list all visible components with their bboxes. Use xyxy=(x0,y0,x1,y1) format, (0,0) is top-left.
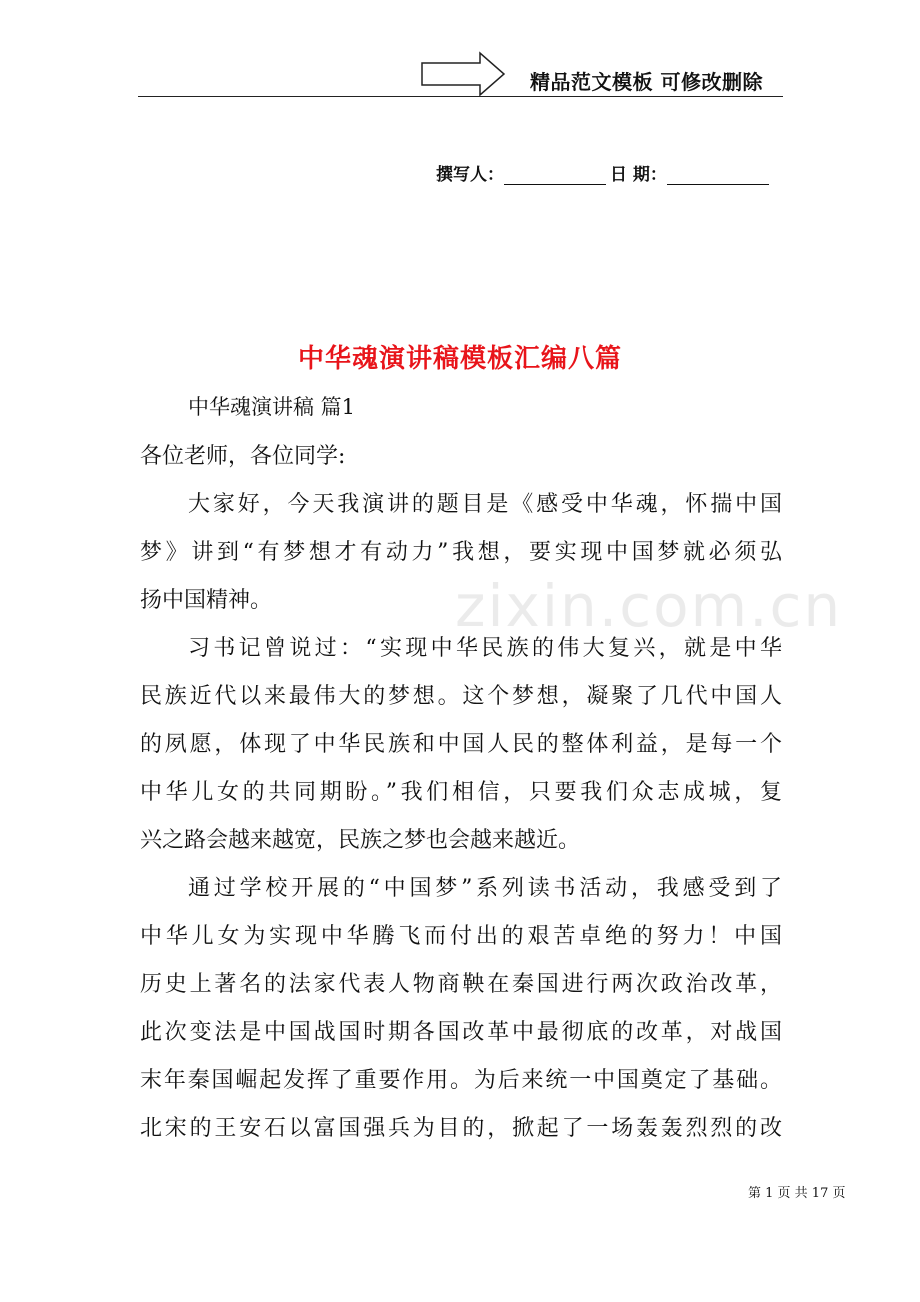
paragraph-3-line-3: 历史上著名的法家代表人物商鞅在秦国进行两次政治改革， xyxy=(140,972,782,997)
header-divider xyxy=(138,96,783,97)
paragraph-2-line-3: 的夙愿，体现了中华民族和中国人民的整体利益，是每一个 xyxy=(140,732,782,757)
author-blank xyxy=(504,165,606,185)
document-title: 中华魂演讲稿模板汇编八篇 xyxy=(297,344,622,374)
paragraph-3-line-6: 北宋的王安石以富国强兵为目的，掀起了一场轰轰烈烈的改 xyxy=(140,1116,782,1141)
arrow-right-icon xyxy=(420,51,506,97)
paragraph-2-line-1: 习书记曾说过：“实现中华民族的伟大复兴，就是中华 xyxy=(188,636,782,661)
paragraph-3-line-1: 通过学校开展的“中国梦”系列读书活动，我感受到了 xyxy=(188,876,782,901)
paragraph-3-line-4: 此次变法是中国战国时期各国改革中最彻底的改革，对战国 xyxy=(140,1020,782,1045)
watermark: zixin.com.cn xyxy=(455,572,843,640)
greeting: 各位老师，各位同学: xyxy=(140,444,346,469)
paragraph-3-line-5: 末年秦国崛起发挥了重要作用。为后来统一中国奠定了基础。 xyxy=(140,1068,782,1093)
date-blank xyxy=(667,165,769,185)
author-label: 撰写人： xyxy=(436,165,504,185)
paragraph-3-line-2: 中华儿女为实现中华腾飞而付出的艰苦卓绝的努力！中国 xyxy=(140,924,782,949)
author-date-row xyxy=(436,160,769,185)
paragraph-2-line-5: 兴之路会越来越宽，民族之梦也会越来越近。 xyxy=(140,828,581,853)
page-footer: 第 1 页 共 17 页 xyxy=(748,1186,846,1201)
paragraph-1-line-3: 扬中国精神。 xyxy=(140,588,273,613)
header-label: 精品范文模板 可修改删除 xyxy=(530,70,763,94)
paragraph-1-line-1: 大家好，今天我演讲的题目是《感受中华魂，怀揣中国 xyxy=(188,492,782,517)
date-label: 日 期： xyxy=(610,165,667,185)
paragraph-1-line-2: 梦》讲到“有梦想才有动力”我想，要实现中国梦就必须弘 xyxy=(140,540,782,565)
paragraph-2-line-4: 中华儿女的共同期盼。”我们相信，只要我们众志成城，复 xyxy=(140,780,782,805)
paragraph-2-line-2: 民族近代以来最伟大的梦想。这个梦想，凝聚了几代中国人 xyxy=(140,684,782,709)
section-heading: 中华魂演讲稿 篇1 xyxy=(188,395,356,419)
